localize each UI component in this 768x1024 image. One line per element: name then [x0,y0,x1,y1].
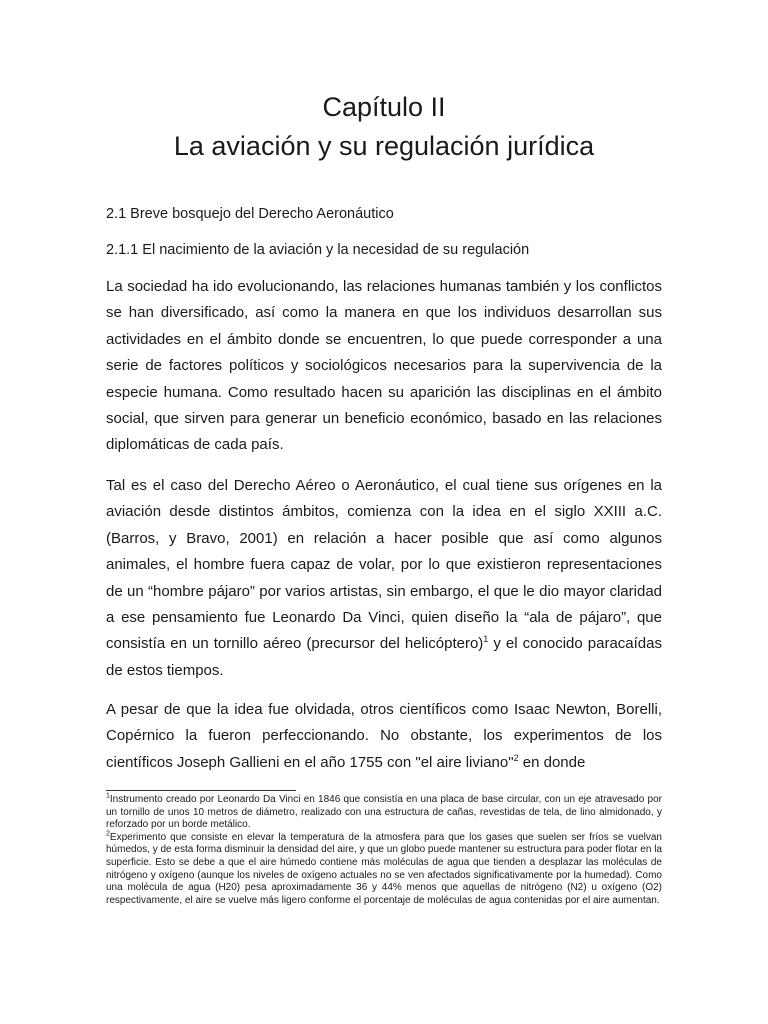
footnote-ref-1[interactable]: 1 [483,634,489,645]
paragraph-1-text: La sociedad ha ido evolucionando, las relaciones humanas también y los conflictos se han diversificado, así como la manera en que los individuos desarrollan sus actividades en el ámbito donde se encuentren, lo que puede corresponder a una serie de factores políticos y sociológicos necesarios para la supervivencia de la especie humana. Como resultado hacen su aparición las disciplinas en el ámbito social, que sirven para generar un beneficio económico, basado en las relaciones diplomáticas de cada país. [106,278,662,454]
footnote-separator [106,790,296,791]
chapter-title: La aviación y su regulación jurídica [173,131,595,161]
footnote-ref-2[interactable]: 2 [513,752,519,763]
footnote-1 [106,794,662,832]
footnote-2 [106,832,662,908]
paragraph-2-text-b: y el conocido paracaídas de estos tiempos. [106,635,662,679]
paragraph-3-text-b: en donde [518,753,586,771]
footnotes-section [106,794,662,907]
paragraph-2 [106,473,662,684]
footnote-marker-1: 1 [106,792,110,800]
paragraph-3 [106,697,662,776]
paragraph-3-text-a: A pesar de que la idea fue olvidada, otros científicos como Isaac Newton, Borelli, Copérnico la fueron perfeccionando. No obstante, los experimentos de los científicos Joseph Gallieni en el año 1755 con "el aire liviano" [106,701,662,771]
chapter-number: Capítulo II [322,92,446,122]
section-heading-2-1: 2.1 Breve bosquejo del Derecho Aeronáutico [106,206,394,222]
footnote-2-text: Experimento que consiste en elevar la temperatura de la atmosfera para que los gases que suelen ser fríos se vuelvan húmedos, y de esta forma disminuir la densidad del aire, y que un globo puede mantener su estructura para poder flotar en la superficie. Esto se debe a que el aire húmedo contiene más moléculas de agua que tienden a desplazar las moléculas de nitrógeno y oxígeno (aunque los niveles de oxígeno actuales no se ven afectados significativamente por la humedad). Como una molécula de agua (H20) pesa aproximadamente 36 y 44% menos que aquellas de nitrógeno (N2) u oxígeno (O2) respectivamente, el aire se vuelve más ligero conforme el porcentaje de moléculas de agua contenidas por el aire aumentan. [106,831,662,906]
paragraph-2-text-a: Tal es el caso del Derecho Aéreo o Aeronáutico, el cual tiene sus orígenes en la aviación desde distintos ámbitos, comienza con la idea en el siglo XXIII a.C. (Barros, y Bravo, 2001) en relación a hacer posible que así como algunos animales, el hombre fuera capaz de volar, por lo que existieron representaciones de un “hombre pájaro” por varios artistas, sin embargo, el que le dio mayor claridad a ese pensamiento fue Leonardo Da Vinci, quien diseño la “ala de pájaro”, que consistía en un tornillo aéreo (precursor del helicóptero) [106,477,662,653]
paragraph-1 [106,274,662,459]
footnote-1-text: Instrumento creado por Leonardo Da Vinci en 1846 que consistía en una placa de base circular, con un eje atravesado por un tornillo de unos 10 metros de diámetro, realizado con una estructura de cañas, revestidas de tela, de lino almidonado, y reforzado por un borde metálico. [106,794,662,831]
section-heading-2-1-1: 2.1.1 El nacimiento de la aviación y la necesidad de su regulación [106,242,530,258]
footnote-marker-2: 2 [106,830,110,838]
